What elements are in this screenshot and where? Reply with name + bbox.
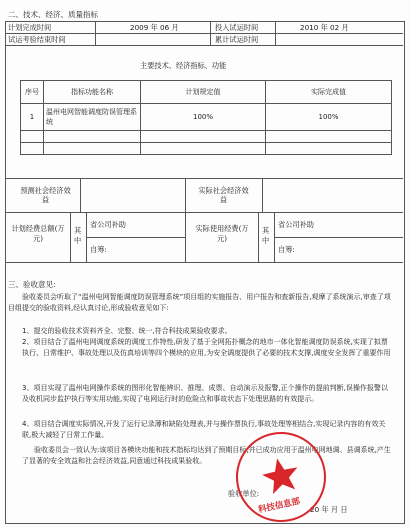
header-actual: 实际完成值 — [266, 81, 392, 104]
of-which-label: 其中 — [74, 226, 82, 245]
row-actual: 100% — [266, 104, 392, 131]
indicators-subtitle: 主要技术、经济指标、功能 — [140, 61, 227, 70]
star-icon — [230, 426, 332, 528]
signature-date: 20 年 月 日 — [310, 505, 348, 514]
table-row-empty — [21, 131, 392, 143]
trial-run-start-value: 2010 年 02 月 — [300, 23, 349, 32]
planned-funding-label: 计划经费总额(万元) — [11, 224, 65, 243]
indicators-table — [20, 80, 392, 155]
table-row-empty — [21, 143, 392, 155]
row-divider — [86, 237, 185, 238]
row-divider — [274, 237, 403, 238]
header-plan: 计划规定值 — [141, 81, 266, 104]
section-title-indicators: 二、技术、经济、质量指标 — [8, 10, 98, 19]
opinion-intro: 验收委员会听取了“温州电网智能调度防误管理系统”项目组的实施报告、用户报告和查新报告,观摩了系统演示,审查了项目组提交的验收资料,经认真讨论,形成验收意见如下: — [8, 293, 391, 312]
opinion-item-2: 2、项目结合了温州电网调度系统的调度工作特性,研发了基于全网拓扑概念的地市一体化智能调度防误系统,实现了拟票执行、日常维护、事故处理以及仿真培训等四个模块的应用,为安全调度提供了必要的技术支撑,调度安全发挥了重要作用 — [22, 338, 391, 357]
planned-completion-label: 计划完成时间 — [8, 23, 52, 32]
actual-funding-label: 实际使用经费(万元) — [195, 224, 249, 243]
cumulative-trial-label: 累计试运时间 — [215, 35, 259, 44]
row-divider — [5, 262, 403, 263]
table-row — [21, 104, 392, 131]
col-divider — [95, 21, 96, 45]
opinion-item-3: 3、项目实现了温州电网操作系统的图形化智能辨识、推理、成票、自动演示及报警,正个操作的提前判断,误操作报警以及收机同步监护执行等实用功能,实现了电网运行时的危险点和事故状态下处理思路的有效提示。 — [22, 384, 388, 403]
col-divider — [258, 212, 259, 262]
row-name: 温州电网智能调度防误管理系统 — [44, 104, 141, 131]
row-divider — [5, 33, 403, 34]
stamp-text: 科技信息部 — [257, 496, 302, 516]
signature-label: 验收单位: — [228, 489, 260, 498]
row-divider — [5, 178, 403, 179]
col-divider — [262, 178, 263, 212]
self-funded-right: 自筹: — [278, 245, 295, 254]
opinion-conclusion: 验收委员会一致认为:该项目各模块功能和技术指标均达到了预期目标,并已成功应用于温州电网地调、县调系统,产生了显著的安全效益和社会经济效益,同意通过科技成果验收。 — [22, 446, 391, 465]
planned-completion-value: 2009 年 06 月 — [130, 23, 179, 32]
row-divider — [5, 45, 403, 46]
provincial-subsidy-right: 省公司补助 — [278, 220, 314, 229]
of-which-label-right: 其中 — [262, 226, 270, 245]
trial-run-start-label: 投入试运时间 — [215, 23, 259, 32]
trial-end-label: 试运考验结束时间 — [8, 35, 66, 44]
col-divider — [210, 21, 211, 45]
predicted-benefit-label: 预测社会经济效益 — [20, 186, 71, 204]
header-no: 序号 — [21, 81, 44, 104]
col-divider — [185, 212, 186, 262]
row-no: 1 — [21, 104, 44, 131]
self-funded-left: 自筹: — [90, 245, 107, 254]
row-divider — [5, 212, 403, 213]
col-divider — [80, 178, 81, 212]
row-plan: 100% — [141, 104, 266, 131]
provincial-subsidy-left: 省公司补助 — [90, 220, 126, 229]
section-title-opinion: 三、验收意见: — [8, 280, 56, 289]
header-name: 指标功能名称 — [44, 81, 141, 104]
col-divider — [185, 178, 186, 212]
table-header-row — [21, 81, 392, 104]
opinion-item-4: 4、项目结合调度实际情况,开发了运行记录薄和缺陷处理表,并与操作票执行,事故处理等相结合,实现记录内容的有效关联,极大减轻了日常工作量。 — [22, 420, 386, 439]
actual-benefit-label: 实际社会经济效益 — [198, 186, 249, 204]
col-divider — [275, 21, 276, 45]
col-divider — [70, 212, 71, 262]
opinion-item-1: 1、提交的验收技术资料齐全、完整、统一,符合科技成果验收要求。 — [22, 327, 232, 335]
